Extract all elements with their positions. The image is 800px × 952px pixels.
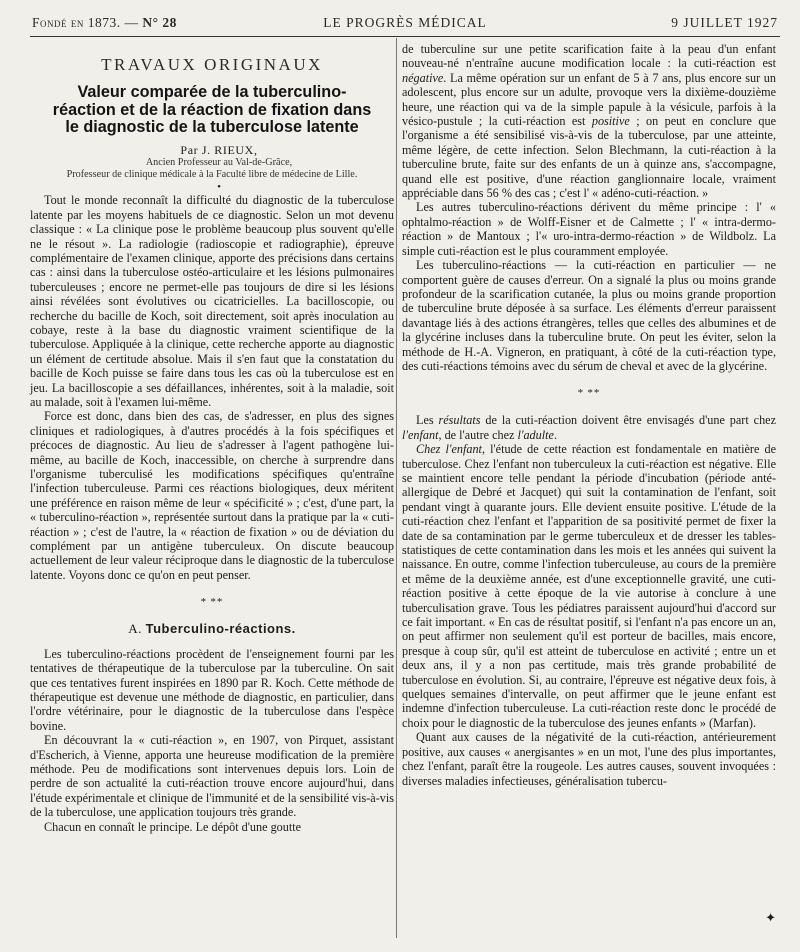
paragraph: Force est donc, dans bien des cas, de s'adresser, en plus des signes cliniques et radiologiques, à d'autres procédés à la fois spécifiques et précoces de diagnostic. Au lieu de s'adresser à l'agent pathogène lui-même, au bacille de Koch, inaccessible, on cherche à surprendre dans l'organisme tuberculisé les modifications spécifiques qu'entraîne l'infection tuberculeuse. Parmi ces réactions biologiques, deux méritent une préférence en raison même de leur « spécificité » ; c'est, d'une part, la « tuberculino-réaction », représentée surtout dans la pratique par la « cuti-réaction » ; c'est de l'autre, la « réaction de fixation » ou de déviation du complément par un antigène tuberculeux. On discute beaucoup actuellement de leur valeur réciproque dans le diagnostic de la tuberculose latente. Voyons donc ce qu'on en peut penser. bbox=[30, 409, 394, 582]
paragraph: Les tuberculino-réactions procèdent de l'enseignement fourni par les tentatives de thérapeutique de la tuberculose par la tuberculine. On sait que ces tentatives furent inspirées en 1890 par R. Koch. Cette méthode de thérapeutique est devenue une méthode de diagnostic, en particulier, dans l'ordre vétérinaire, pour le diagnostic de la tuberculose dans l'espèce bovine. bbox=[30, 646, 394, 733]
header-rule bbox=[30, 36, 780, 37]
paragraph: En découvrant la « cuti-réaction », en 1907, von Pirquet, assistant d'Escherich, à Vienne, apporta une heureuse modification de la première méthode. Peu de modifications sont intervenues depuis lors. Loin de perdre de son actualité la cuti-réaction trouve encore aujourd'hui, dans l'étude expérimentale et clinique de l'immunité et de la sensibilité vis-à-vis de la tuberculose, une application toujours très grande. bbox=[30, 733, 394, 820]
issue-number: N° 28 bbox=[142, 15, 177, 30]
column-divider bbox=[396, 38, 397, 938]
section-separator-stars: * ** bbox=[200, 596, 224, 609]
end-mark-icon: ✦ bbox=[765, 910, 776, 925]
subsection-heading: A. Tuberculino-réactions. bbox=[128, 621, 296, 637]
right-column bbox=[402, 42, 776, 788]
paragraph: de tuberculine sur une petite scarification faite à la peau d'un enfant nouveau-né n'entraîne aucune modification locale : la cuti-réaction est négative. La même opération sur un enfant de 5 à 7 ans, plus encore sur un adolescent, plus encore sur un adulte, provoque vers la dixième-douzième heure, une réaction qui va de la simple papule à la vésicule, parfois à la vésico-pustule ; la cuti-réaction est positive ; on peut en conclure que l'organisme a été sensibilisé vis-à-vis de la tuberculose, par une atteinte, même légère, de cette infection. Selon Blechmann, la cuti-réaction à la tuberculine brute, faite sur des enfants de un à quinze ans, s'accompagne, quand elle est positive, d'une réaction ganglionnaire locale, vraiment appréciable dans 56 % des cas ; c'est l' « adéno-cuti-réaction. » bbox=[402, 42, 776, 201]
paragraph: Chez l'enfant, l'étude de cette réaction est fondamentale en matière de tuberculose. Chez l'enfant non tuberculeux la cuti-réaction est négative. Elle se maintient encore telle pendant la période d'incubation (période anté-allergique de Debré et Jacquet) qui suit la contamination de l'enfant, soit pendant vingt à quarante jours. Elle devient ensuite positive. L'étude de la cuti-réaction chez l'enfant et l'apparition de sa positivité permet de fixer la date de sa contamination par le germe tuberculeux et de dresser les tables-statistiques de cette contamination dans les mois et les années qui suivent la naissance. En outre, comme l'infection tuberculeuse, au cours de la première et même de la deuxième année, est d'une exceptionnelle gravité, une cuti-réaction positive à cette époque de la vie autorise à conclure à une tuberculisation grave. Tous les pédiatres paraissent aujourd'hui d'accord sur ce fait important. « En cas de résultat positif, si l'enfant n'a pas encore un an, on peut affirmer non seulement qu'il est porteur de bacilles, mais encore, presque à coup sûr, qu'il est atteint de tuberculose en activité ; entre un et deux ans, il y a non pas certitude, mais très grande probabilité de tuberculose en évolution. Si, au contraire, l'épreuve est négative deux fois, à quelques semaines d'intervalle, on peut affirmer que le jeune enfant est indemne d'infection tuberculeuse. La cuti-réaction reste donc le procédé de choix pour le diagnostic de la tuberculose des jeunes enfants » (Marfan). bbox=[402, 442, 776, 730]
paragraph: Les tuberculino-réactions — la cuti-réaction en particulier — ne comportent guère de causes d'erreur. On a signalé la plus ou moins grande profondeur de la scarification cutanée, la plus ou moins grande proportion de tuberculine brute déposée à sa surface. Les éléments d'erreur paraissent davantage liés à des actions étrangères, telles que celles des albumines et de la glycérine incluses dans la tuberculine brute. On peut les éviter, selon la méthode de H.-A. Vigneron, en pratiquant, à côté de la cuti-réaction type, des cuti-réactions témoins avec du sérum de cheval et avec de la glycérine. bbox=[402, 258, 776, 373]
paragraph: Quant aux causes de la négativité de la cuti-réaction, antérieurement positive, aux causes « anergisantes » en un mot, l'une des plus importantes, chez l'enfant, paraît être la rougeole. Les autres causes, souvent invoquées : diverses maladies infectieuses, généralisation tubercu- bbox=[402, 730, 776, 788]
section-separator-stars: * ** bbox=[577, 387, 601, 400]
title-bullet: • bbox=[217, 181, 221, 194]
header-founded: Fondé en 1873. — N° 28 bbox=[32, 15, 177, 30]
left-column bbox=[30, 55, 394, 834]
paragraph: Les autres tuberculino-réactions dérivent du même principe : l' « ophtalmo-réaction » de Wolff-Eisner et de Calmette ; l' « intra-dermo-réaction » de Mantoux ; l'« uro-intra-dermo-réaction » de Wildbolz. La simple cuti-réaction est le plus couramment employée. bbox=[402, 200, 776, 258]
article-title: Valeur comparée de la tuberculino- réaction et de la réaction de fixation dans le diagnostic de la tuberculose latente bbox=[52, 83, 372, 137]
paragraph: Chacun en connaît le principe. Le dépôt d'une goutte bbox=[44, 819, 302, 834]
paragraph: Tout le monde reconnaît la difficulté du diagnostic de la tuberculose latente par les moyens habituels de ce diagnostic. Selon un mot devenu classique : « La clinique pose le problème beaucoup plus souvent qu'elle ne le résout ». La radiologie (radioscopie et radiographie), épreuve complémentaire de l'examen clinique, apporte des précisions dans certains cas : ainsi dans la tuberculose ostéo-articulaire et les lésions pulmonaires tuberculeuses ; encore ne permet-elle pas toujours de dire si les lésions ainsi révélées sont évolutives ou cicatricielles. La bacilloscopie, ou recherche du bacille de Koch, soit directement, soit après inoculation au cobaye, reste à la base du diagnostic vraiment scientifique de la tuberculose. Appliquée à la clinique, cette recherche apporte au diagnostic un élément de certitude absolue. Mais il s'en faut que la constatation du bacille de Koch puisse se faire dans tous les cas où la tuberculose est en jeu. La bacilloscopie a ses défaillances, inhérentes, soit à la maladie, soit au malade, soit à l'examen lui-même. bbox=[30, 193, 394, 409]
journal-title: LE PROGRÈS MÉDICAL bbox=[323, 15, 487, 30]
running-header bbox=[32, 15, 778, 33]
issue-date: 9 JUILLET 1927 bbox=[671, 15, 778, 30]
section-title: TRAVAUX ORIGINAUX bbox=[101, 55, 323, 74]
author-affiliation: Ancien Professeur au Val-de-Grâce, Professeur de clinique médicale à la Faculté libre de médecine de Lille. bbox=[66, 157, 358, 181]
paragraph: Les résultats de la cuti-réaction doivent être envisagés d'une part chez l'enfant, de l'autre chez l'adulte. bbox=[402, 413, 776, 442]
author-line: Par J. RIEUX, bbox=[180, 142, 258, 157]
